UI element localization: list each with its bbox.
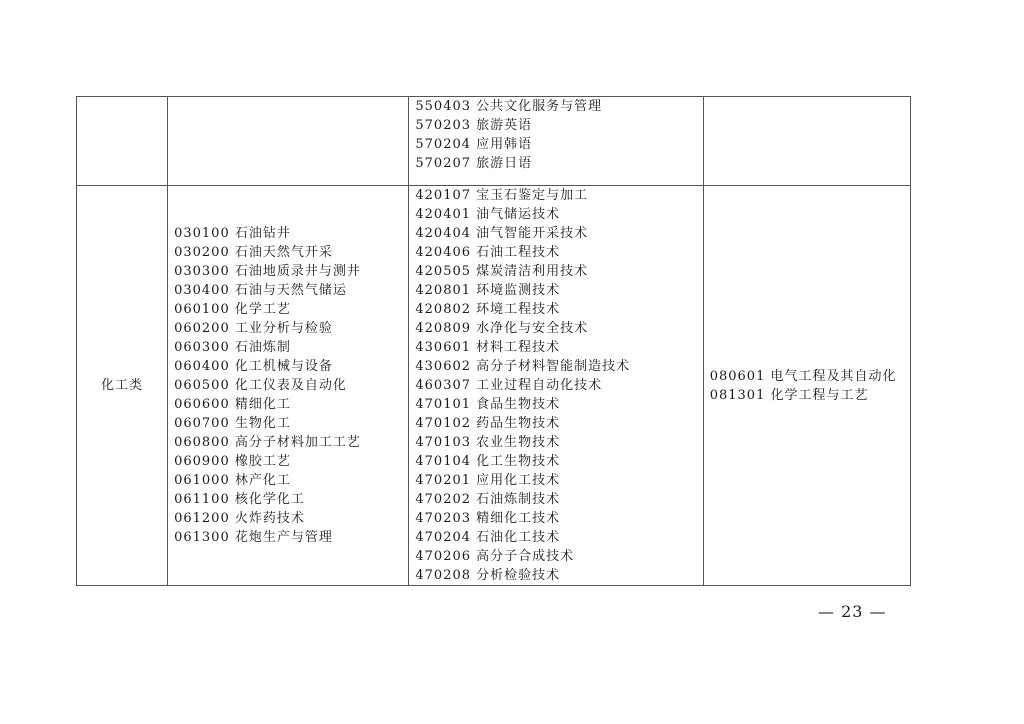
major-entry: 061100 核化学化工: [174, 492, 305, 507]
category-cell: [77, 186, 168, 586]
undergraduate-majors-cell: [703, 186, 910, 586]
major-entry: 080601 电气工程及其自动化: [709, 368, 897, 384]
major-entry: 060900 橡胶工艺: [174, 454, 291, 469]
major-entry: 550403 公共文化服务与管理: [415, 99, 603, 114]
table-row: [77, 186, 911, 586]
major-entry: 081301 化学工程与工艺: [709, 387, 869, 403]
secondary-major-list: [168, 186, 408, 547]
secondary-majors-cell: [168, 97, 409, 186]
major-entry: 570203 旅游英语: [415, 118, 533, 133]
category-label: 化工类: [101, 378, 144, 393]
secondary-majors-cell: [168, 186, 409, 586]
major-entry: 570204 应用韩语: [415, 137, 533, 152]
table-row: [77, 97, 911, 186]
major-entry: 060400 化工机械与设备: [174, 359, 333, 374]
major-entry: 060600 精细化工: [174, 397, 291, 412]
major-entry: 460307 工业过程自动化技术: [415, 378, 603, 393]
major-mapping-table: [76, 96, 911, 586]
major-entry: 470202 石油炼制技术: [415, 492, 561, 507]
major-entry: 470104 化工生物技术: [415, 454, 561, 469]
major-entry: 060800 高分子材料加工工艺: [174, 435, 361, 450]
major-entry: 420802 环境工程技术: [415, 302, 561, 317]
undergraduate-major-list: [704, 367, 910, 405]
major-entry: 420809 水净化与安全技术: [415, 321, 589, 336]
major-entry: 470208 分析检验技术: [415, 568, 561, 583]
higher-vocational-major-list: [409, 186, 702, 585]
higher-vocational-majors-cell: [409, 186, 703, 586]
higher-vocational-majors-cell: [409, 97, 703, 186]
major-entry: 061000 林产化工: [174, 473, 291, 488]
major-entry: 061300 花炮生产与管理: [174, 530, 333, 545]
category-cell: [77, 97, 168, 186]
major-entry: 420801 环境监测技术: [415, 283, 561, 298]
major-entry: 060500 化工仪表及自动化: [174, 378, 347, 393]
major-entry: 470101 食品生物技术: [415, 397, 561, 412]
higher-vocational-major-list: [409, 97, 702, 173]
major-entry: 470204 石油化工技术: [415, 530, 561, 545]
undergraduate-majors-cell: [703, 97, 910, 186]
major-entry: 430601 材料工程技术: [415, 340, 561, 355]
major-entry: 030200 石油天然气开采: [174, 245, 333, 260]
major-entry: 470102 药品生物技术: [415, 416, 561, 431]
page-number: — 23 —: [818, 602, 887, 621]
major-entry: 030400 石油与天然气储运: [174, 283, 347, 298]
major-entry: 470103 农业生物技术: [415, 435, 561, 450]
major-entry: 030100 石油钻井: [174, 226, 291, 241]
major-entry: 430602 高分子材料智能制造技术: [415, 359, 631, 374]
major-entry: 470203 精细化工技术: [415, 511, 561, 526]
major-entry: 030300 石油地质录井与测井: [174, 264, 361, 279]
major-entry: 570207 旅游日语: [415, 156, 533, 171]
major-entry: 060200 工业分析与检验: [174, 321, 333, 336]
major-entry: 420401 油气储运技术: [415, 207, 561, 222]
major-entry: 470206 高分子合成技术: [415, 549, 575, 564]
major-entry: 060100 化学工艺: [174, 302, 291, 317]
major-entry: 470201 应用化工技术: [415, 473, 561, 488]
major-entry: 420406 石油工程技术: [415, 245, 561, 260]
major-entry: 061200 火炸药技术: [174, 511, 305, 526]
major-entry: 420404 油气智能开采技术: [415, 226, 589, 241]
major-entry: 060300 石油炼制: [174, 340, 291, 355]
major-entry: 060700 生物化工: [174, 416, 291, 431]
major-entry: 420107 宝玉石鉴定与加工: [415, 188, 589, 203]
major-entry: 420505 煤炭清洁利用技术: [415, 264, 589, 279]
